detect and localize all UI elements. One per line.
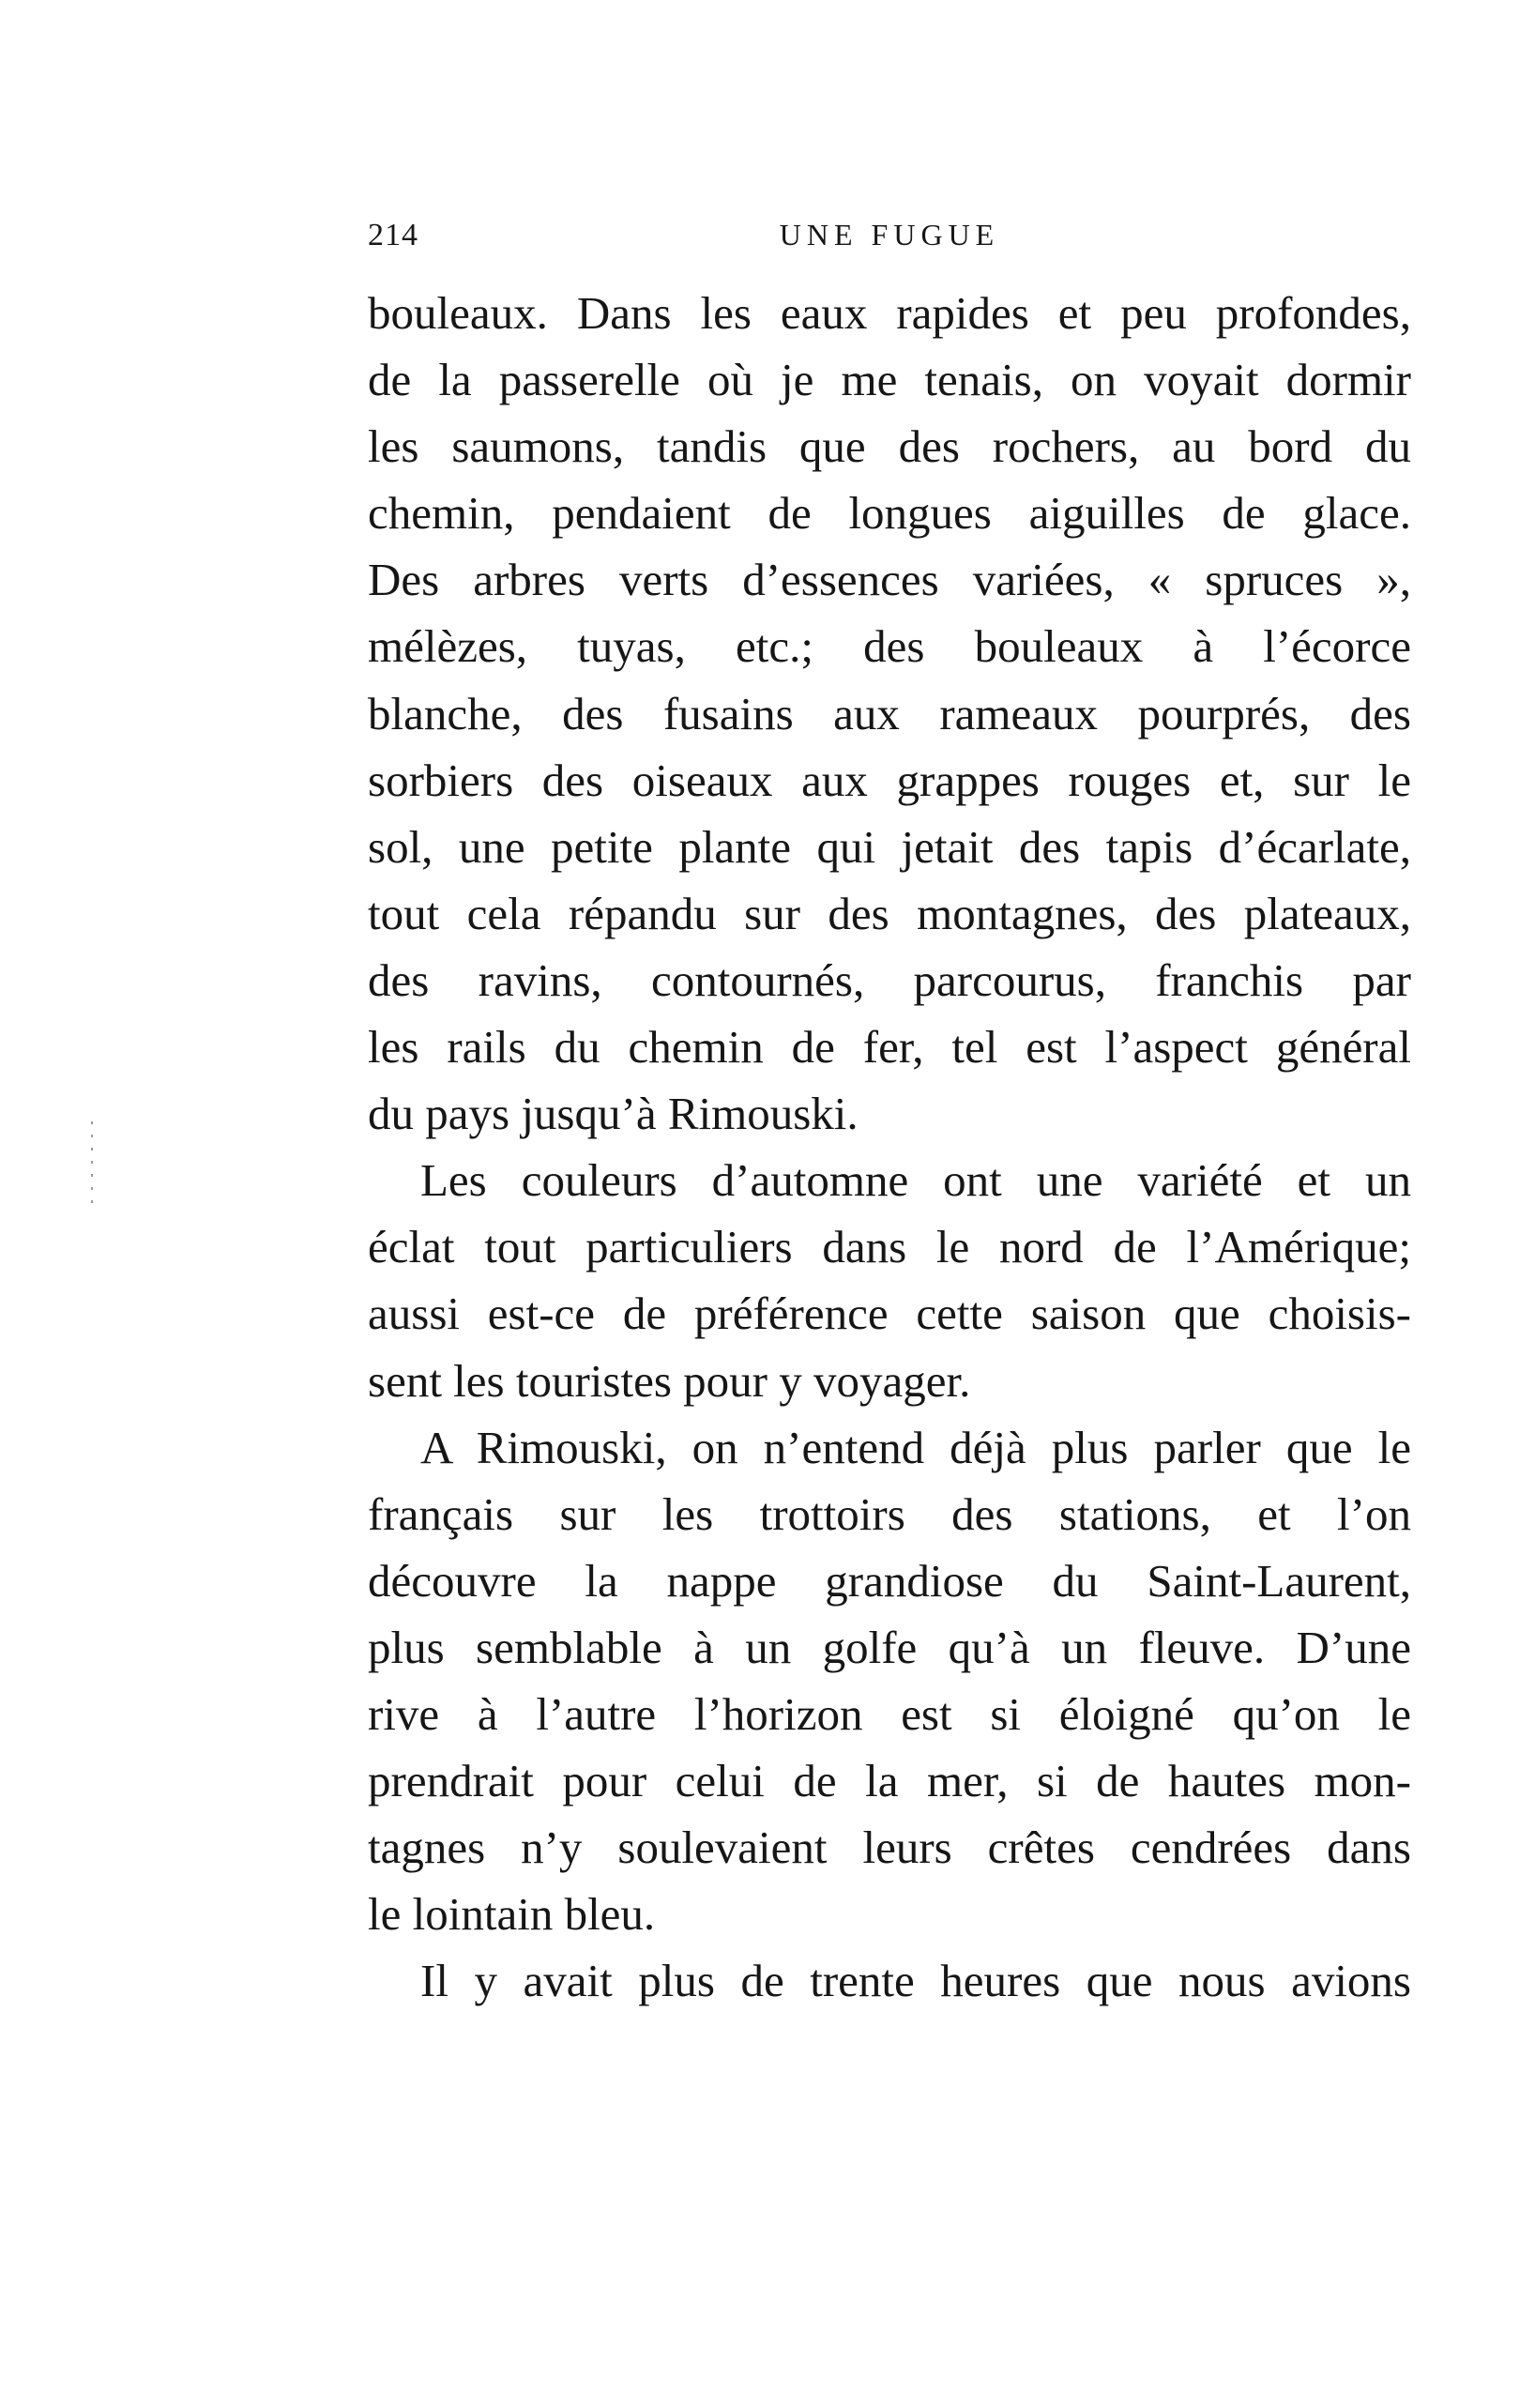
text-line: sent les touristes pour y voyager. [368,1354,971,1407]
text-line: Il y avait plus de trente heures que nous avions [420,1955,1411,2007]
text-line: le lointain bleu. [368,1888,656,1941]
text-line: découvre la nappe grandiose du Saint-Laurent, [368,1554,1411,1607]
text-line: aussi est-ce de préférence cette saison que choisis- [368,1288,1411,1340]
text-line: les saumons, tandis que des rochers, au bord du [368,420,1411,473]
text-line: Des arbres verts d’essences variées, « spruces », [368,554,1411,606]
text-line: mélèzes, tuyas, etc.; des bouleaux à l’écorce [368,620,1411,673]
text-line: rive à l’autre l’horizon est si éloigné qu’on le [368,1687,1411,1740]
text-line: blanche, des fusains aux rameaux pourprés, des [368,687,1411,739]
text-line: bouleaux. Dans les eaux rapides et peu profondes, [368,287,1411,339]
text-line: tagnes n’y soulevaient leurs crêtes cendrées dans [368,1821,1411,1874]
text-line: de la passerelle où je me tenais, on voyait dormir [368,354,1411,406]
text-line: des ravins, contournés, parcourus, franchis par [368,953,1411,1006]
margin-mark [91,1121,93,1206]
page-header [368,218,1411,255]
text-line: plus semblable à un golfe qu’à un fleuve. D’une [368,1621,1411,1673]
paragraph-4 [368,1947,1411,2014]
paragraph-3 [368,1414,1411,1948]
text-line: prendrait pour celui de la mer, si de hautes mon- [368,1755,1411,1807]
text-line: A Rimouski, on n’entend déjà plus parler que le [420,1421,1411,1473]
text-line: éclat tout particuliers dans le nord de l’Amérique; [368,1221,1411,1273]
paragraph-1 [368,280,1411,1147]
text-line: chemin, pendaient de longues aiguilles de glace. [368,487,1411,540]
body-text [368,280,1411,2014]
page-number: 214 [368,218,418,252]
text-line: du pays jusqu’à Rimouski. [368,1088,859,1140]
text-line: français sur les trottoirs des stations, et l’on [368,1487,1411,1540]
text-line: Les couleurs d’automne ont une variété et un [420,1154,1411,1207]
text-line: sorbiers des oiseaux aux grappes rouges et, sur le [368,754,1411,806]
text-line: sol, une petite plante qui jetait des tapis d’écarlate, [368,820,1411,873]
paragraph-2 [368,1147,1411,1413]
text-line: les rails du chemin de fer, tel est l’aspect général [368,1021,1411,1074]
text-line: tout cela répandu sur des montagnes, des plateaux, [368,887,1411,939]
running-head: UNE FUGUE [779,218,1000,251]
